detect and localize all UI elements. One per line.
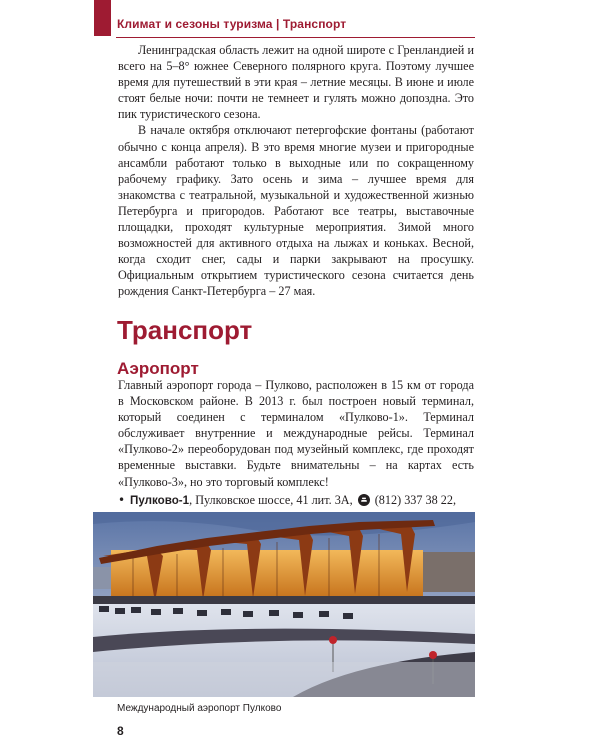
paragraph-white-nights: Ленинградская область лежит на одной широте с Гренландией и всего на 5–8° южнее Северного полярного круга. Поэтому лучшее время для путешествий в эти края – летние месяцы. В июне и июле стоят белые ночи: почти не темнеет и гулять можно допоздна. Это пик туристического сезона. — [118, 43, 474, 122]
airport-photo — [93, 512, 475, 697]
section-title: Транспорт — [117, 315, 253, 345]
listing-name: Пулково-1 — [130, 493, 190, 507]
bullet-mark: • — [118, 492, 126, 507]
chapter-color-tab — [94, 0, 111, 36]
page-number: 8 — [117, 724, 124, 738]
listing-address: , Пулковское шоссе, 41 лит. 3А, — [189, 492, 353, 507]
listing-phone: (812) 337 38 22, — [374, 492, 456, 507]
intro-text — [118, 42, 474, 300]
paragraph-off-season: В начале октября отключают петергофские фонтаны (работают обычно с конца апреля). В это время многие музеи и пригородные ансамбли работают только в выходные или по сокращенному рабочему графику. Зато осень и зима – лучшее время для знакомства с театральной, музыкальной и художественной жизнью Петербурга и пригородов. Работают все театры, выставочные площадки, проходят культурные мероприятия. Зимой много возможностей для активного отдыха на лыжах и коньках. Весной, когда сходит снег, сады и парки закрывают на просушку. Официальным открытием туристического сезона считается день рождения Санкт-Петербурга – 27 мая. — [118, 123, 474, 299]
running-head: Климат и сезоны туризма | Транспорт — [117, 17, 347, 31]
paragraph-airport: Главный аэропорт города – Пулково, расположен в 15 км от города в Московском районе. В 2013 г. был построен новый терминал, который соединен с терминалом «Пулково-1». Терминал обслуживает внутренние и международные рейсы. Терминал «Пулково-2» переоборудован под музейный комплекс, где проходят временные выставки. Будьте внимательны – на картах есть «Пулково-3», но это торговый комплекс! — [118, 378, 474, 489]
photo-caption: Международный аэропорт Пулково — [117, 703, 282, 714]
header-rule — [116, 37, 475, 38]
phone-icon — [358, 494, 370, 506]
subsection-title: Аэропорт — [117, 359, 199, 378]
